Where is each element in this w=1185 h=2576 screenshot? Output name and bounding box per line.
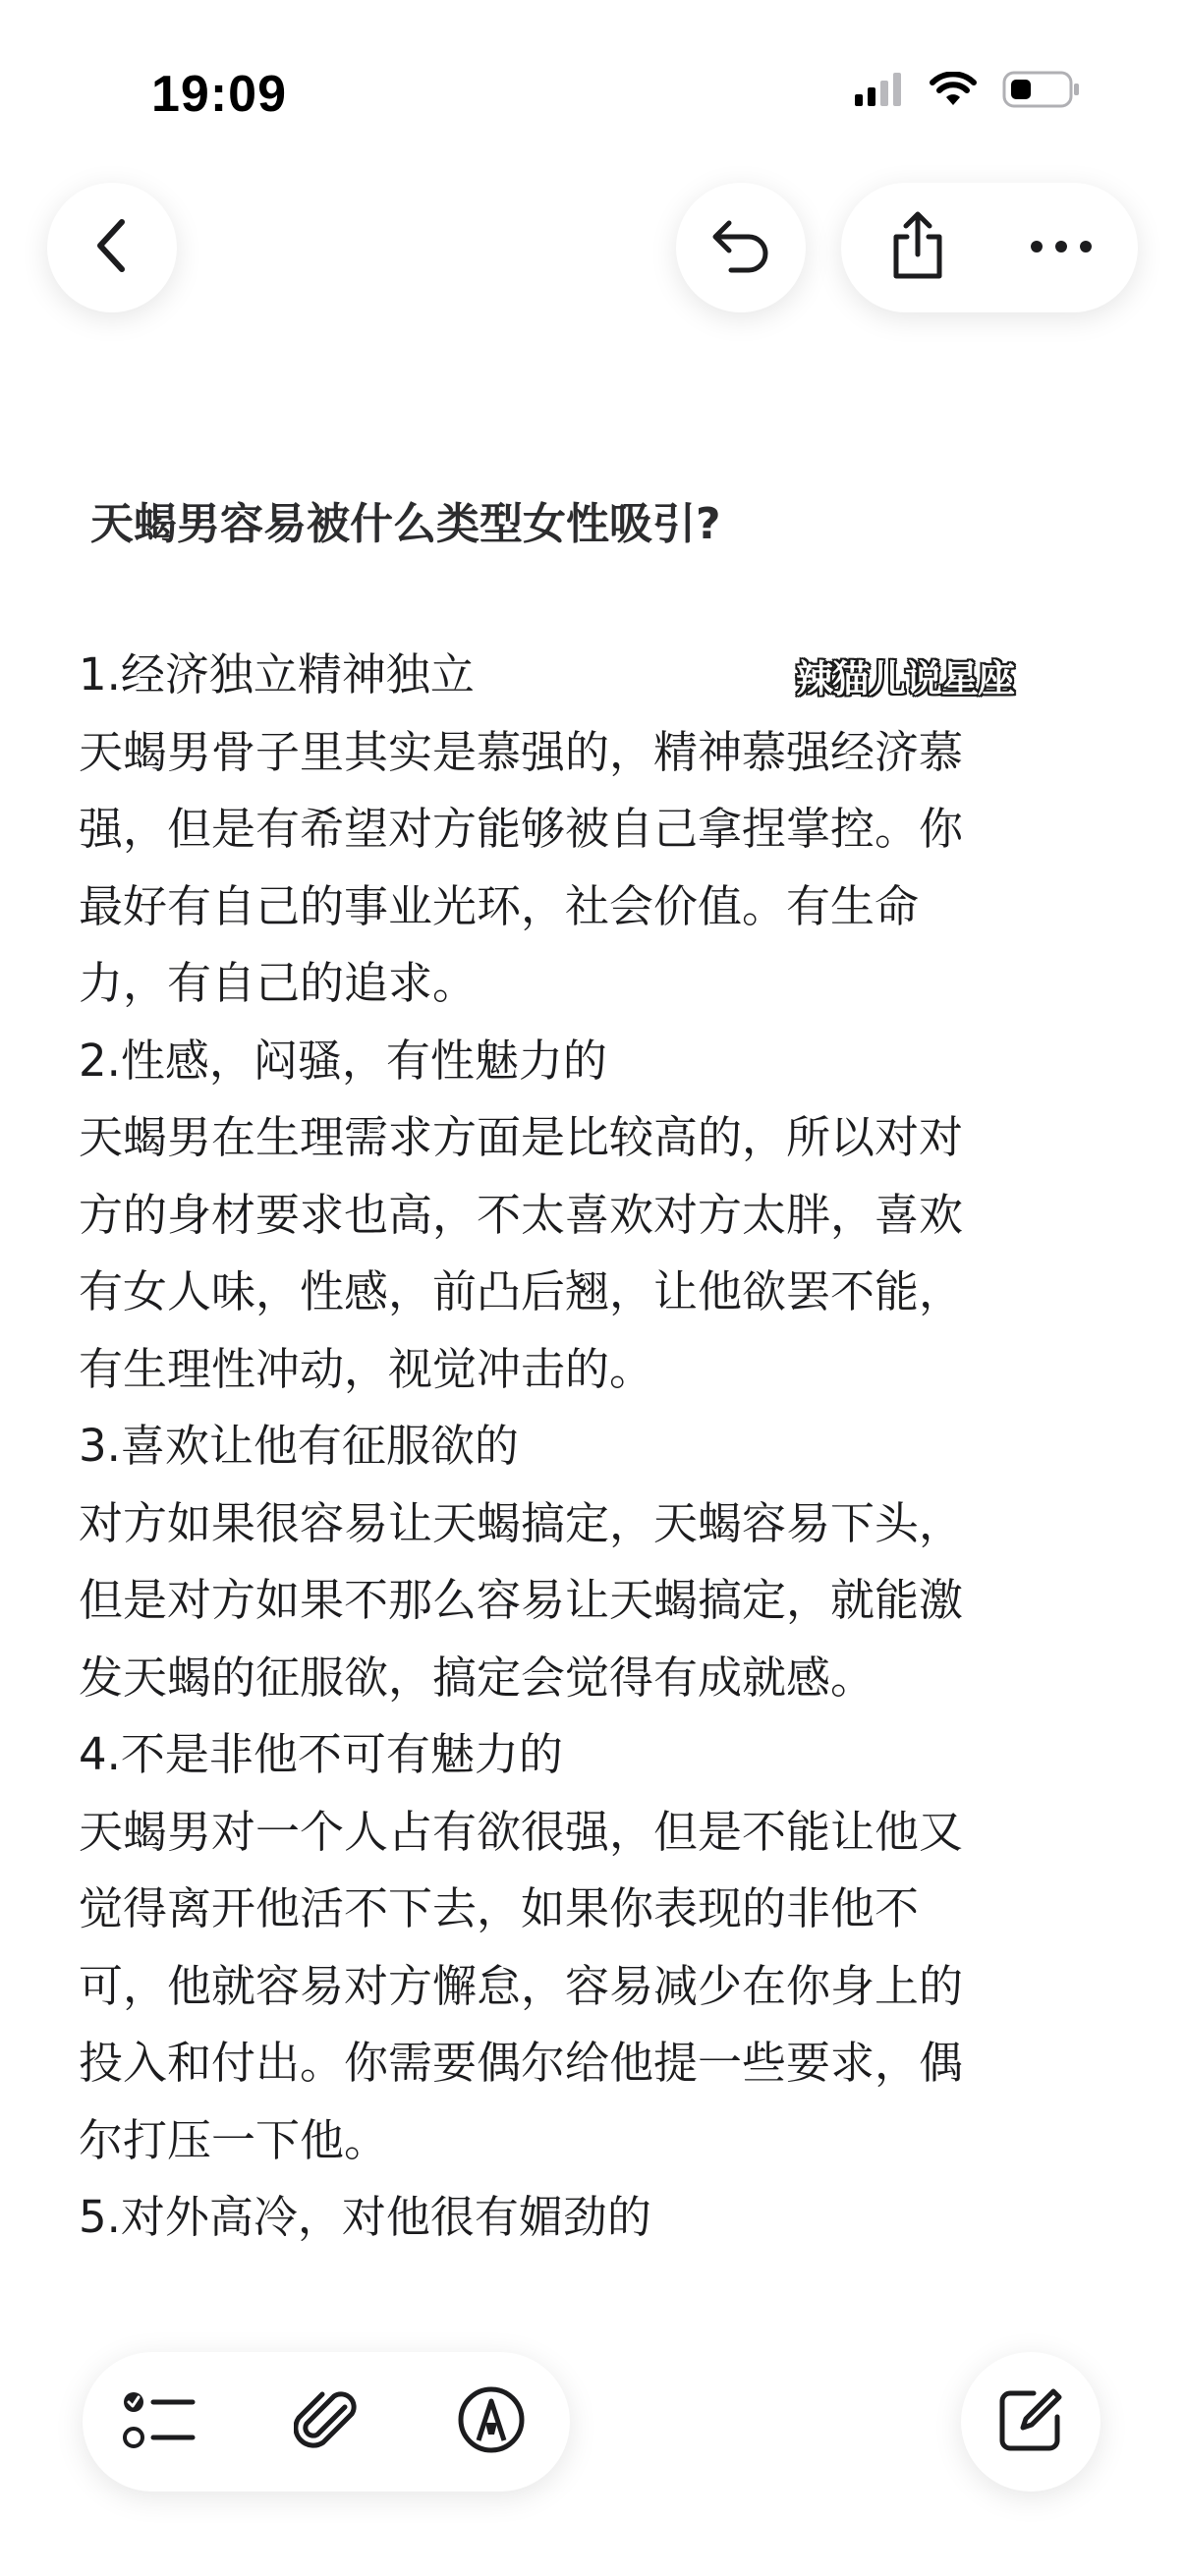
cellular-signal-icon xyxy=(855,73,904,110)
note-title[interactable]: 天蝎男容易被什么类型女性吸引? xyxy=(90,499,721,549)
paperclip-icon xyxy=(294,2385,359,2458)
share-button[interactable] xyxy=(851,183,985,312)
top-navigation xyxy=(0,183,1185,314)
markup-pen-icon xyxy=(457,2385,526,2458)
note-line: 有生理性冲动，视觉冲击的。 xyxy=(79,1342,654,1395)
more-button[interactable] xyxy=(994,183,1128,312)
note-line: 天蝎男对一个人占有欲很强，但是不能让他又 xyxy=(79,1805,964,1858)
attachment-button[interactable] xyxy=(267,2352,385,2492)
note-line: 强，但是有希望对方能够被自己拿捏掌控。你 xyxy=(79,803,964,855)
share-icon xyxy=(888,211,947,284)
note-line: 天蝎男在生理需求方面是比较高的，所以对对 xyxy=(79,1111,964,1163)
share-more-group xyxy=(841,183,1138,312)
note-line: 力，有自己的追求。 xyxy=(79,957,478,1009)
note-line: 3.喜欢让他有征服欲的 xyxy=(79,1420,519,1472)
checklist-icon xyxy=(122,2386,197,2457)
battery-icon xyxy=(1002,71,1081,112)
note-line: 5.对外高冷，对他很有媚劲的 xyxy=(79,2191,651,2243)
note-line: 1.经济独立精神独立 xyxy=(79,648,475,700)
compose-icon xyxy=(996,2385,1065,2458)
markup-button[interactable] xyxy=(432,2352,550,2492)
note-line: 4.不是非他不可有魅力的 xyxy=(79,1728,563,1780)
chevron-left-icon xyxy=(92,216,132,279)
status-time: 19:09 xyxy=(151,66,287,123)
note-line: 可，他就容易对方懈怠，容易减少在你身上的 xyxy=(79,1959,964,2012)
back-button[interactable] xyxy=(47,183,177,312)
note-line: 最好有自己的事业光环，社会价值。有生命 xyxy=(79,879,920,932)
wifi-icon xyxy=(930,72,977,111)
note-line: 尔打压一下他。 xyxy=(79,2113,389,2166)
undo-icon xyxy=(709,217,772,278)
note-line: 方的身材要求也高，不太喜欢对方太胖，喜欢 xyxy=(79,1188,964,1241)
note-line: 2.性感，闷骚，有性魅力的 xyxy=(79,1034,607,1087)
note-line: 对方如果很容易让天蝎搞定，天蝎容易下头， xyxy=(79,1496,964,1549)
checklist-button[interactable] xyxy=(100,2352,218,2492)
status-bar xyxy=(0,0,1185,187)
note-line: 但是对方如果不那么容易让天蝎搞定，就能激 xyxy=(79,1574,964,1626)
note-line: 发天蝎的征服欲，搞定会觉得有成就感。 xyxy=(79,1651,875,1704)
note-line: 有女人味，性感，前凸后翘，让他欲罢不能， xyxy=(79,1265,964,1317)
compose-button[interactable] xyxy=(961,2352,1100,2492)
ellipsis-icon xyxy=(1030,239,1093,257)
note-line: 天蝎男骨子里其实是慕强的，精神慕强经济慕 xyxy=(79,725,964,778)
note-body[interactable] xyxy=(79,637,1120,2257)
bottom-toolbar xyxy=(83,2352,570,2492)
image-watermark: 辣猫儿说星座 xyxy=(796,657,1015,700)
status-icons xyxy=(855,71,1081,112)
note-line: 觉得离开他活不下去，如果你表现的非他不 xyxy=(79,1882,920,1934)
note-line: 投入和付出。你需要偶尔给他提一些要求，偶 xyxy=(79,2037,964,2089)
undo-button[interactable] xyxy=(676,183,806,312)
